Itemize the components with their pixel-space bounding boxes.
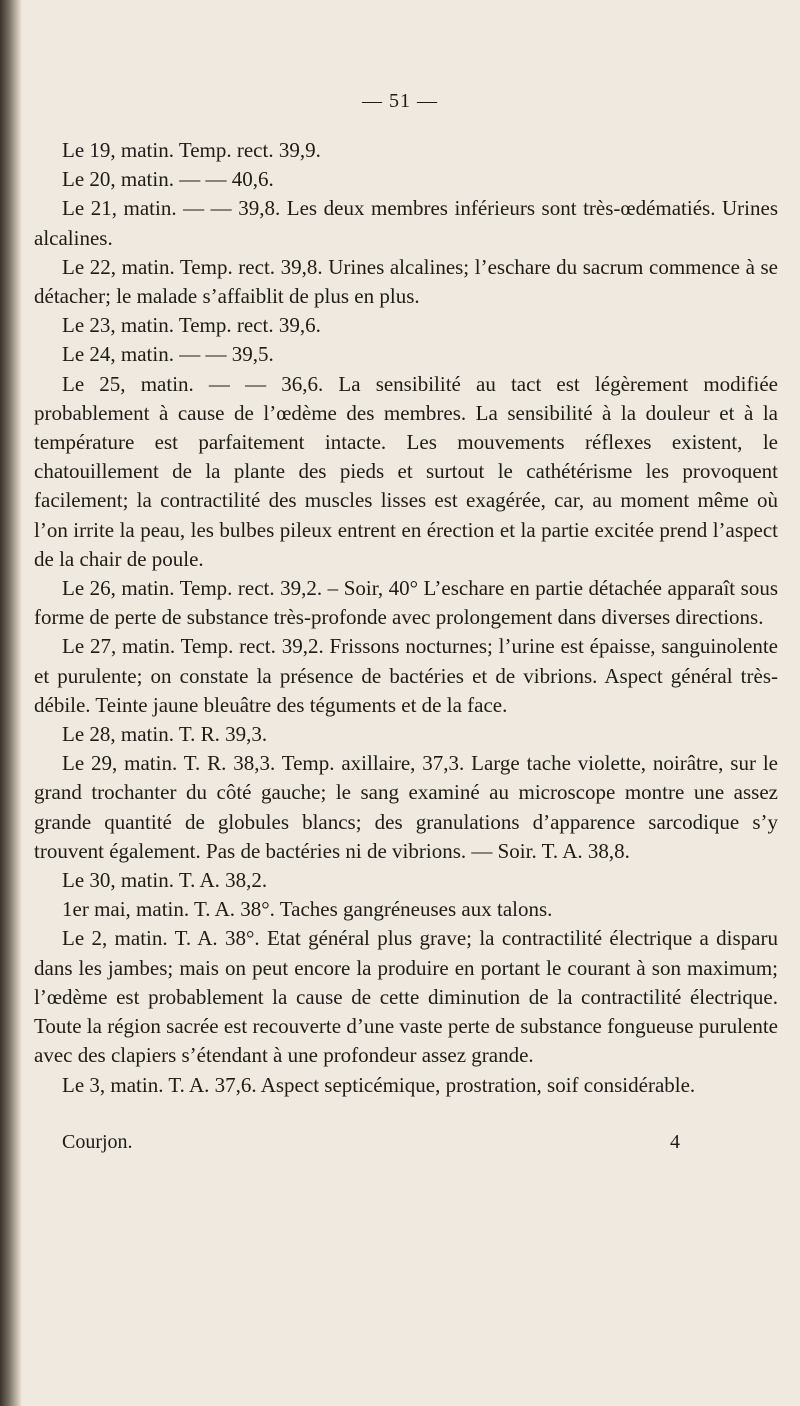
body-text bbox=[34, 136, 778, 1100]
signature-mark: 4 bbox=[670, 1131, 680, 1153]
entry-25: Le 25, matin. — — 36,6. La sensibilité au tact est légèrement modifiée probablement à cause de l’œdème des membres. La sensibilité à la douleur et à la température est parfaitement intacte. Les mouvements réflexes existent, le chatouillement de la plante des pieds et surtout le cathétérisme les provoquent facilement; la contractilité des muscles lisses est exagérée, car, au moment même où l’on irrite la peau, les bulbes pileux entrent en érection et la partie excitée prend l’aspect de la chair de poule. bbox=[34, 371, 778, 571]
page-footer bbox=[62, 1131, 680, 1154]
entry-24: Le 24, matin. — — 39,5. bbox=[62, 342, 274, 367]
entry-19: Le 19, matin. Temp. rect. 39,9. bbox=[62, 138, 321, 162]
entry-3-mai: Le 3, matin. T. A. 37,6. Aspect septicémique, prostration, soif considérable. bbox=[62, 1072, 696, 1097]
entry-20: Le 20, matin. — — 40,6. bbox=[62, 167, 274, 192]
entry-30: Le 30, matin. T. A. 38,2. bbox=[62, 868, 268, 893]
entry-23: Le 23, matin. Temp. rect. 39,6. bbox=[62, 313, 321, 338]
entry-21: Le 21, matin. — — 39,8. Les deux membres inférieurs sont très-œdématiés. Urines alcalines. bbox=[34, 196, 778, 250]
entry-2-mai: Le 2, matin. T. A. 38°. Etat général plus grave; la contractilité électrique a disparu dans les jambes; mais on peut encore la produire en portant le courant à son maximum; l’œdème est probablement la cause de cette diminution de la contractilité électrique. Toute la région sacrée est recouverte d’une vaste perte de substance fongueuse purulente avec des clapiers s’étendant à une profondeur assez grande. bbox=[34, 926, 778, 1068]
binding-shadow bbox=[0, 0, 22, 1406]
entry-1-mai: 1er mai, matin. T. A. 38°. Taches gangréneuses aux talons. bbox=[62, 897, 553, 922]
entry-22: Le 22, matin. Temp. rect. 39,8. Urines alcalines; l’eschare du sacrum commence à se détacher; le malade s’affaiblit de plus en plus. bbox=[34, 254, 778, 309]
footer-author: Courjon. bbox=[62, 1131, 133, 1153]
entry-29: Le 29, matin. T. R. 38,3. Temp. axillaire, 37,3. Large tache violette, noirâtre, sur le grand trochanter du côté gauche; le sang examiné au microscope montre une assez grande quantité de globules blancs; des granulations d’apparence sarcodique s’y trouvent également. Pas de bactéries ni de vibrions. — Soir. T. A. 38,8. bbox=[34, 751, 778, 863]
entry-27: Le 27, matin. Temp. rect. 39,2. Frissons nocturnes; l’urine est épaisse, sanguinolente et purulente; on constate la présence de bactéries et de vibrions. Aspect général très-débile. Teinte jaune bleuâtre des téguments et de la face. bbox=[34, 634, 778, 717]
entry-28: Le 28, matin. T. R. 39,3. bbox=[62, 722, 268, 747]
entry-26: Le 26, matin. Temp. rect. 39,2. – Soir, 40° L’eschare en partie détachée apparaît sous forme de perte de substance très-profonde avec prolongement dans diverses directions. bbox=[34, 576, 778, 630]
page-number-header: — 51 — bbox=[362, 90, 438, 112]
